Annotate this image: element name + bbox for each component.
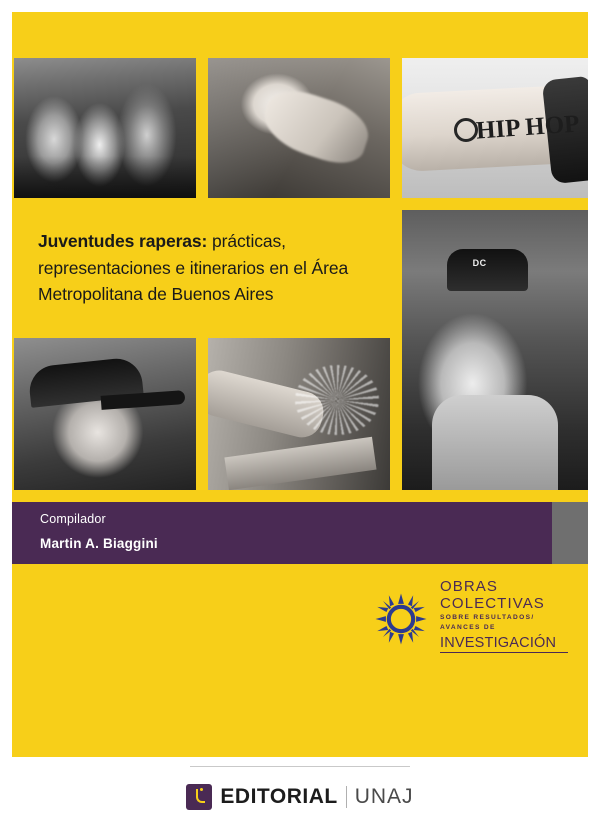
plank-shape xyxy=(225,437,377,490)
footer-divider xyxy=(190,766,410,767)
compiler-bar-accent xyxy=(552,502,588,564)
collection-logo xyxy=(372,578,568,656)
collection-line-5: INVESTIGACIÓN xyxy=(440,634,557,651)
cap-shape xyxy=(447,249,529,291)
photo-hip-hop-tattoo-arm xyxy=(402,58,588,198)
collection-line-3: SOBRE RESULTADOS/ xyxy=(440,613,535,621)
photo-raised-fist xyxy=(208,58,390,198)
spray-burst-shape xyxy=(295,365,379,435)
photo-person-with-cap-and-glasses-image xyxy=(14,338,196,490)
sunburst-icon xyxy=(372,590,430,648)
compiler-label: Compilador xyxy=(40,512,106,526)
tattoo-text: HIP HOP xyxy=(475,110,581,145)
unaj-badge-icon xyxy=(186,784,212,810)
photo-young-woman-with-cap-image xyxy=(402,210,588,490)
cap-logo-text: DC xyxy=(472,257,487,268)
photo-young-woman-with-cap xyxy=(402,210,588,490)
photo-group-of-young-men xyxy=(14,58,196,198)
collection-line-2: COLECTIVAS xyxy=(440,595,545,613)
publisher-logo xyxy=(0,780,600,814)
cover-title-bold: Juventudes raperas: xyxy=(38,231,208,251)
cover-title-rest: prácticas, representaciones e itinerarios en el Área Metropolitana de Buenos Aires xyxy=(38,231,349,305)
collection-line-1: OBRAS xyxy=(440,578,499,595)
publisher-editorial-text: EDITORIAL xyxy=(220,785,338,808)
photo-hand-spraying-wall xyxy=(208,338,390,490)
collection-line-4: AVANCES DE xyxy=(440,623,496,631)
title-block xyxy=(14,212,390,330)
photo-group-of-young-men-image xyxy=(14,58,196,198)
photo-hand-spraying-wall-image xyxy=(208,338,390,490)
collection-divider xyxy=(440,652,568,653)
publisher-unaj-text: UNAJ xyxy=(354,785,414,808)
hoodie-shape xyxy=(432,395,558,490)
photo-hip-hop-tattoo-arm-image xyxy=(402,58,588,198)
cover-title xyxy=(38,228,382,308)
photo-person-with-cap-and-glasses xyxy=(14,338,196,490)
publisher-separator xyxy=(346,786,347,808)
collection-text xyxy=(440,578,568,651)
photo-raised-fist-image xyxy=(208,58,390,198)
compiler-name: Martin A. Biaggini xyxy=(40,536,158,551)
